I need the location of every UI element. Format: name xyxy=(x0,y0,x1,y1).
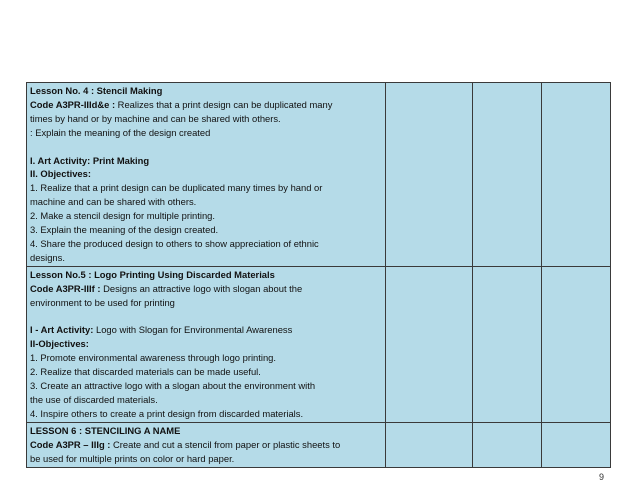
lesson-6-title: LESSON 6 : STENCILING A NAME xyxy=(30,424,181,436)
lesson-4-objective: 2. Make a stencil design for multiple printing. xyxy=(30,210,215,222)
lesson-4-code: Code A3PR-IIId&e : xyxy=(30,98,116,110)
empty-cell xyxy=(541,422,610,467)
lesson-5-objective: 4. Inspire others to create a print design from discarded materials. xyxy=(30,407,304,419)
empty-cell xyxy=(386,266,472,422)
lesson-5-title: Lesson No.5 : Logo Printing Using Discarded Materials xyxy=(30,268,275,280)
lesson-6-code: Code A3PR – IIIg : xyxy=(30,438,111,450)
lesson-4-explain: : Explain the meaning of the design created xyxy=(30,126,211,138)
empty-cell xyxy=(541,83,610,267)
lesson-5-activity-label: I - Art Activity: xyxy=(30,324,94,336)
lesson-4-activity: I. Art Activity: Print Making xyxy=(30,154,150,166)
lesson-5-activity-desc: Logo with Slogan for Environmental Awareness xyxy=(93,324,293,336)
lesson-5-objective: 1. Promote environmental awareness through logo printing. xyxy=(30,352,276,364)
lesson-5-code: Code A3PR-IIIf : xyxy=(30,282,101,294)
table-row xyxy=(27,83,611,267)
lesson-4-objective: 3. Explain the meaning of the design created. xyxy=(30,224,219,236)
table-row xyxy=(27,266,611,422)
empty-cell xyxy=(386,83,472,267)
empty-cell xyxy=(472,422,541,467)
table-row xyxy=(27,422,611,467)
empty-cell xyxy=(541,266,610,422)
page-number: 9 xyxy=(598,472,604,482)
lesson-4-objective: designs. xyxy=(30,251,65,263)
lesson-5-code-desc-cont: environment to be used for printing xyxy=(30,296,175,308)
lesson-6-cell xyxy=(27,422,386,467)
empty-cell xyxy=(386,422,472,467)
lesson-4-objective: 4. Share the produced design to others to show appreciation of ethnic xyxy=(30,237,319,249)
empty-cell xyxy=(472,83,541,267)
lesson-4-objective: 1. Realize that a print design can be duplicated many times by hand or xyxy=(30,182,323,194)
lesson-5-objective: 3. Create an attractive logo with a slogan about the environment with xyxy=(30,380,316,391)
lesson-4-objective: machine and can be shared with others. xyxy=(30,196,197,208)
lesson-5-objective: the use of discarded materials. xyxy=(30,393,158,405)
lesson-4-code-desc: Realizes that a print design can be duplicated many xyxy=(115,98,333,110)
empty-cell xyxy=(472,266,541,422)
lesson-4-objectives-label: II. Objectives: xyxy=(30,168,91,180)
lesson-plan-table xyxy=(26,82,611,468)
lesson-5-cell xyxy=(27,266,386,422)
lesson-5-objectives-label: II-Objectives: xyxy=(30,338,89,350)
lesson-6-code-desc: Create and cut a stencil from paper or plastic sheets to xyxy=(110,438,341,450)
lesson-4-code-desc-cont: times by hand or by machine and can be shared with others. xyxy=(30,112,281,124)
lesson-4-cell xyxy=(27,83,386,267)
lesson-5-code-desc: Designs an attractive logo with slogan about the xyxy=(100,282,303,294)
lesson-6-code-desc-cont: be used for multiple prints on color or hard paper. xyxy=(30,452,235,464)
lesson-4-title: Lesson No. 4 : Stencil Making xyxy=(30,85,163,96)
lesson-5-objective: 2. Realize that discarded materials can be made useful. xyxy=(30,366,261,378)
